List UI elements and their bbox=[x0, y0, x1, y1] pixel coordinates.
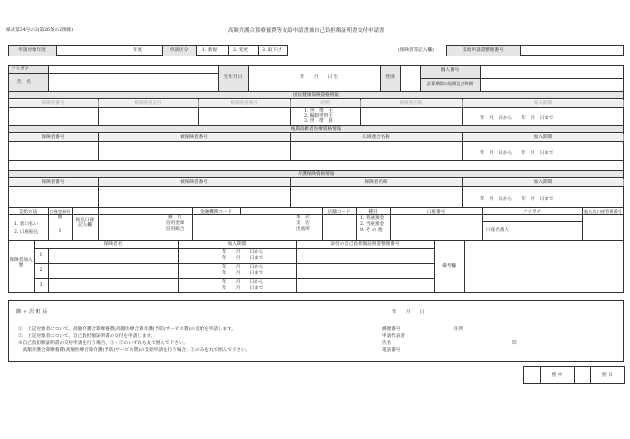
insurer-note: (保険者等記入欄) bbox=[398, 48, 434, 53]
history-period-to-1[interactable]: 年 月 日まで bbox=[222, 256, 264, 261]
branch-type-office[interactable]: 出張所 bbox=[296, 227, 310, 232]
acct-flag-value[interactable]: 1 bbox=[58, 229, 62, 234]
history-period-from-3[interactable]: 年 月 日から bbox=[222, 280, 264, 285]
history-row-1: 1 bbox=[39, 253, 43, 258]
fin-code-label: 金融機関コード bbox=[199, 210, 233, 215]
category-label: 申請区分 bbox=[169, 48, 189, 53]
history-col-cert-no: 添付の自己負担額証明書整理番号 bbox=[330, 242, 400, 247]
transfer-label: 振込口座記入欄 bbox=[75, 218, 95, 229]
addressee: 御 ヶ 沢 町 長 bbox=[16, 309, 48, 315]
postal-label: 郵便番号 bbox=[382, 327, 401, 332]
personal-number-input[interactable] bbox=[481, 66, 623, 77]
late-col-union: 広域連合名称 bbox=[362, 135, 390, 140]
holder-label: 口座名義人 bbox=[486, 228, 509, 233]
bank-type-shinkin[interactable]: 信用金庫 bbox=[166, 221, 185, 226]
option-change[interactable]: 2. 変更 bbox=[233, 48, 249, 53]
late-period-value[interactable]: 年 月 日から 年 月 日まで bbox=[480, 151, 554, 156]
address-label: 住所 bbox=[454, 327, 464, 332]
dob-label: 生年月日 bbox=[223, 75, 243, 80]
deposit-label: 種目 bbox=[368, 210, 378, 215]
fiscal-year-label: 申請対象年度 bbox=[18, 48, 46, 53]
option-new[interactable]: 1. 新規 bbox=[202, 48, 218, 53]
form-number: 様式第34号の3(第26条の2関係) bbox=[6, 28, 74, 33]
history-col-insurer: 保険者名 bbox=[103, 242, 123, 247]
history-row-3: 3 bbox=[39, 283, 43, 288]
deposit-current[interactable]: 2. 当座預金 bbox=[360, 222, 385, 227]
late-col-period: 加入期間 bbox=[533, 135, 553, 140]
seal-mark: 印 bbox=[512, 341, 517, 346]
ltc-col-insurer-no: 保険者番号 bbox=[41, 180, 65, 185]
applicant-label: 申請代表者 bbox=[382, 334, 405, 339]
relation-member[interactable]: 3. 世 帯 員 bbox=[304, 119, 333, 124]
check-label-2: 照 日 bbox=[602, 373, 613, 378]
check-label-1: 照 中 bbox=[551, 373, 563, 378]
dob-value[interactable]: 年 月 日 生 bbox=[300, 75, 339, 80]
form-title: 高額介護合算療養費等支給申請書兼自己負担額証明書交付申請書 bbox=[228, 28, 385, 34]
history-period-from-2[interactable]: 年 月 日から bbox=[222, 265, 264, 270]
declaration-line-1: ① 上記対象者について、高額介護合算療養費(高額医療合算介護(予防)サービス費)の支給を申請します。 bbox=[18, 327, 236, 332]
relation-quasi[interactable]: 2. 擬制世帯主 bbox=[304, 114, 333, 119]
late-col-insured-no: 被保険者番号 bbox=[180, 135, 208, 140]
history-col-period: 加入期間 bbox=[227, 242, 247, 247]
history-label: 保険者加入歴 bbox=[9, 258, 33, 269]
personal-number-label: 個人番号 bbox=[440, 68, 460, 73]
method-cash[interactable]: 1. 窓口払い bbox=[14, 222, 39, 227]
branch-type-branch[interactable]: 支 店 bbox=[296, 221, 310, 226]
app-number-label: 支給申請書整理番号 bbox=[462, 48, 504, 53]
furigana-label: フリガナ bbox=[11, 67, 30, 72]
bank-type-kumiai[interactable]: 信用組合 bbox=[166, 227, 185, 232]
deposit-ordinary[interactable]: 1. 普通預金 bbox=[360, 216, 385, 221]
branch-type-main[interactable]: 本 店 bbox=[296, 215, 310, 220]
method-transfer[interactable]: 2. 口座振込 bbox=[14, 230, 39, 235]
relation-head[interactable]: 1. 世 帯 主 bbox=[304, 109, 333, 114]
ltc-col-insurer-name: 保険者名称 bbox=[364, 180, 388, 185]
calc-period-label: 計算期間の始期及び終期 bbox=[426, 81, 474, 86]
ltc-col-period: 加入期間 bbox=[533, 180, 553, 185]
late-title: 後期高齢者医療資格情報 bbox=[8, 125, 624, 133]
late-col-insurer-no: 保険者番号 bbox=[41, 135, 65, 140]
declaration-date[interactable]: 年 月 日 bbox=[392, 310, 425, 315]
declaration-line-4: 高額介護合算療養費(高額医療合算介護(予防)サービス費)の支給申請を行う場合、①のみを丸で囲んで下さい。 bbox=[18, 348, 251, 353]
acct-flag-label: 口座登録有無 bbox=[49, 209, 71, 219]
history-row-2: 2 bbox=[39, 268, 43, 273]
acct-no-label: 口座番号 bbox=[426, 210, 446, 215]
applicant-name-label: 氏名 bbox=[382, 341, 392, 346]
ltc-period-value[interactable]: 年 月 日から 年 月 日まで bbox=[480, 197, 554, 202]
nhi-period-value[interactable]: 年 月 日から 年 月 日まで bbox=[480, 116, 554, 121]
acct-furigana-label: フリガナ bbox=[522, 210, 542, 215]
declaration-line-2: ② 上記対象者について、自己負担額証明書の交付を申請します。 bbox=[18, 334, 156, 339]
calc-period-input[interactable] bbox=[481, 79, 623, 90]
remarks-label: 備考欄 bbox=[442, 264, 456, 269]
payment-method-label: 支給方法 bbox=[18, 210, 38, 215]
name-input[interactable] bbox=[49, 74, 217, 90]
deposit-other[interactable]: 9. そ の 他 bbox=[360, 228, 383, 233]
declaration-line-3: ※自己負担額証明書の交付申請を行う場合、①・②のいずれも丸で囲んで下さい。 bbox=[18, 341, 188, 346]
name-label: 氏 名 bbox=[17, 80, 31, 85]
bank-type-bank[interactable]: 銀 行 bbox=[168, 215, 182, 220]
history-period-to-2[interactable]: 年 月 日まで bbox=[222, 271, 264, 276]
fiscal-year-suffix: 年度 bbox=[133, 48, 143, 53]
sex-label: 性別 bbox=[385, 75, 395, 80]
ltc-title: 介護保険資格情報 bbox=[8, 170, 624, 178]
history-period-from-1[interactable]: 年 月 日から bbox=[222, 250, 264, 255]
history-period-to-3[interactable]: 年 月 日まで bbox=[222, 286, 264, 291]
phone-label: 電話番号 bbox=[382, 348, 401, 353]
ltc-col-insured-no: 被保険者番号 bbox=[180, 180, 208, 185]
app-number-input[interactable] bbox=[521, 46, 623, 55]
branch-code-label: 店舗コード bbox=[327, 210, 351, 215]
nhi-title: 国民健康保険資格情報 bbox=[8, 91, 624, 99]
option-withdraw[interactable]: 3. 取下げ bbox=[262, 48, 282, 53]
mgmt-no-label: 振込先口座管理番号 bbox=[584, 209, 622, 214]
